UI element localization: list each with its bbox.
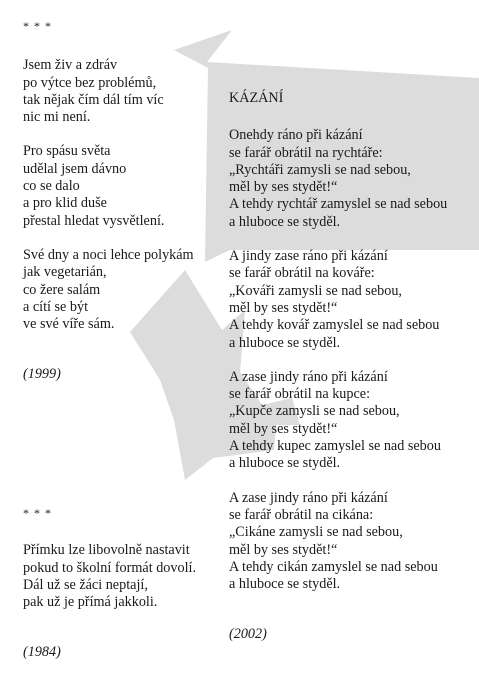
poem3-title: KÁZÁNÍ [229,90,284,106]
poem-line: a hluboce se styděl. [229,576,341,593]
poem-line: se farář obrátil na rychtáře: [229,144,383,161]
poem1-year: (1999) [23,366,61,383]
poem-line: pak už je přímá jakkoli. [23,594,158,611]
poem-line: tak nějak čím dál tím víc [23,91,164,108]
poem-line: měl by ses stydět!“ [229,179,338,196]
poem-line: „Rychtáři zamysli se nad sebou, [229,161,411,178]
poem1-stanza-3 [23,247,213,333]
poem-line: „Cikáne zamysli se nad sebou, [229,524,403,541]
poem3-stanza-3 [229,369,474,473]
poem-line: A tehdy rychtář zamyslel se nad sebou [229,196,448,213]
poem-line: se farář obrátil na kupce: [229,386,371,403]
poem-line: pokud to školní formát dovolí. [23,559,197,576]
poem-line: přestal hledat vysvětlení. [23,212,165,229]
poem3-stanza-4 [229,490,474,594]
poem1-heading: * * * [23,19,52,33]
poem2-year: (1984) [23,644,61,661]
poem-line: Přímku lze libovolně nastavit [23,542,190,559]
poem1-stanza-1 [23,57,213,126]
poem-line: měl by ses stydět!“ [229,420,338,437]
poem-line: Onehdy ráno při kázání [229,127,363,144]
poem-line: a hluboce se styděl. [229,334,341,351]
poem3-stanza-2 [229,248,474,352]
poem-line: „Kováři zamysli se nad sebou, [229,282,402,299]
poem2-stanza-1 [23,542,213,611]
poem-line: se farář obrátil na kováře: [229,265,375,282]
poem-line: co se dalo [23,178,80,195]
left-column-lower [23,505,213,662]
poem-line: Své dny a noci lehce polykám [23,246,194,263]
left-column [23,18,213,384]
poem-line: ve své víře sám. [23,316,115,333]
poem-line: Dál už se žáci neptají, [23,576,148,593]
poem-line: Jsem živ a zdráv [23,57,118,74]
poem-line: co žere salám [23,281,101,298]
poem-line: měl by ses stydět!“ [229,299,338,316]
poem-line: Pro spásu světa [23,143,111,160]
poem-line: se farář obrátil na cikána: [229,506,374,523]
poem3-stanza-1 [229,127,474,231]
poem-line: A tehdy kovář zamyslel se nad sebou [229,317,440,334]
poem-line: a cítí se být [23,298,89,315]
poem-line: jak vegetarián, [23,264,107,281]
poem-line: A zase jindy ráno při kázání [229,368,388,385]
poem-line: a hluboce se styděl. [229,455,341,472]
poem-line: „Kupče zamysli se nad sebou, [229,403,400,420]
poem-line: nic mi není. [23,109,91,126]
poem-line: a pro klid duše [23,195,107,212]
poem-line: A tehdy kupec zamyslel se nad sebou [229,438,441,455]
poem-line: a hluboce se styděl. [229,213,341,230]
poem-line: udělal jsem dávno [23,160,127,177]
poem1-stanza-2 [23,143,213,229]
poem-line: měl by ses stydět!“ [229,541,338,558]
poem-line: A zase jindy ráno při kázání [229,489,388,506]
right-column [229,90,474,644]
poem-line: A jindy zase ráno při kázání [229,248,388,265]
poem2-heading: * * * [23,506,52,520]
poem-line: A tehdy cikán zamyslel se nad sebou [229,558,438,575]
poem3-year: (2002) [229,626,267,643]
poem-line: po výtce bez problémů, [23,74,157,91]
